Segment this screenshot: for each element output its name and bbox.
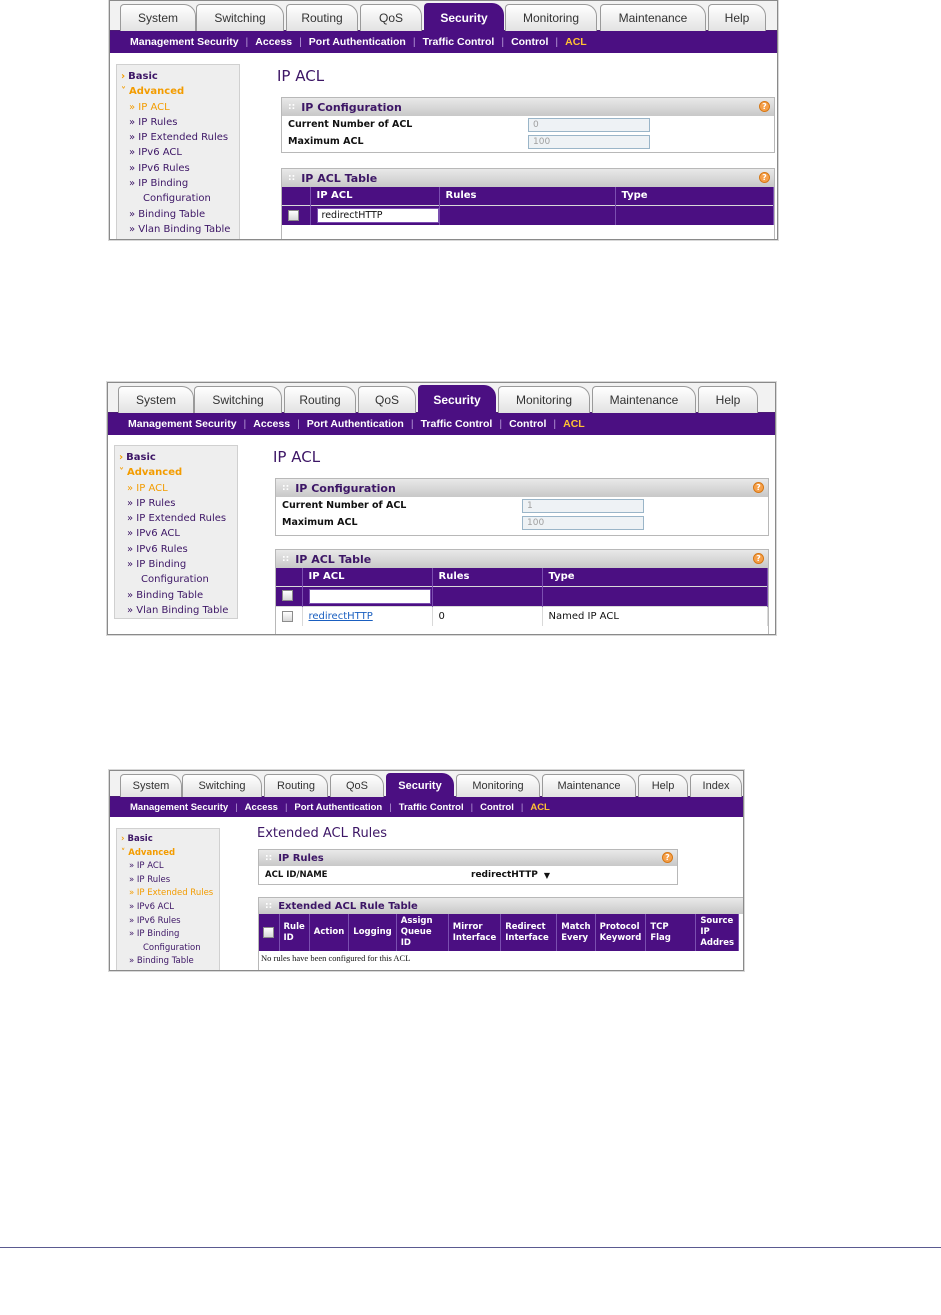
select-column-header bbox=[282, 187, 310, 205]
sidenav-advanced[interactable]: ˅ Advanced bbox=[121, 86, 185, 98]
sidenav-binding-table[interactable]: » Binding Table bbox=[129, 956, 194, 967]
help-icon[interactable]: ? bbox=[753, 553, 764, 564]
subnav-port-authentication[interactable]: Port Authentication bbox=[294, 801, 383, 813]
column-header-rules: Rules bbox=[439, 187, 615, 205]
sidenav-ip-binding[interactable]: » IP Binding bbox=[127, 559, 187, 571]
column-header-type: Type bbox=[542, 568, 768, 586]
screenshot-ip-acl-add bbox=[109, 0, 778, 240]
table-row-add bbox=[276, 586, 768, 606]
extended-acl-rule-table bbox=[259, 914, 739, 951]
page-title: IP ACL bbox=[277, 67, 325, 85]
panel-header: :: IP Configuration ? bbox=[282, 98, 774, 116]
side-navigation bbox=[114, 445, 238, 619]
subnav-access[interactable]: Access bbox=[255, 36, 293, 48]
sidenav-ipv6-acl[interactable]: » IPv6 ACL bbox=[127, 528, 180, 540]
security-subnav: Management Security | Access | Port Authentication | Traffic Control | Control | ACL bbox=[110, 31, 777, 53]
subnav-control[interactable]: Control bbox=[509, 418, 547, 430]
column-header-ip-acl: IP ACL bbox=[302, 568, 432, 586]
screenshot-extended-acl-rules bbox=[109, 770, 744, 971]
tab-routing[interactable]: Routing bbox=[286, 4, 358, 31]
side-navigation bbox=[116, 828, 220, 971]
row-checkbox[interactable] bbox=[282, 611, 293, 622]
tab-qos[interactable]: QoS bbox=[330, 774, 384, 797]
sidenav-vlan-binding-table[interactable]: » Vlan Binding Table bbox=[127, 604, 229, 616]
page-title: Extended ACL Rules bbox=[257, 826, 388, 841]
table-row-add bbox=[282, 205, 774, 225]
sidenav-ip-extended-rules[interactable]: » IP Extended Rules bbox=[127, 513, 227, 525]
max-acl-field bbox=[522, 516, 644, 530]
select-all-checkbox[interactable] bbox=[263, 927, 274, 938]
ip-acl-name-input[interactable] bbox=[317, 208, 439, 223]
tab-index[interactable]: Index bbox=[690, 774, 742, 797]
tab-switching[interactable]: Switching bbox=[196, 4, 284, 31]
subnav-control[interactable]: Control bbox=[480, 801, 514, 813]
column-header-logging: Logging bbox=[349, 914, 396, 951]
help-icon[interactable]: ? bbox=[662, 852, 673, 863]
ip-configuration-panel bbox=[275, 478, 769, 536]
tab-help[interactable]: Help bbox=[698, 386, 758, 413]
sidenav-ip-binding-configuration[interactable]: Configuration bbox=[141, 574, 209, 586]
ip-acl-name-input[interactable] bbox=[309, 589, 431, 604]
subnav-control[interactable]: Control bbox=[511, 36, 549, 48]
arrow-right-icon: › bbox=[121, 834, 125, 844]
row-checkbox[interactable] bbox=[288, 210, 299, 221]
panel-header: :: IP ACL Table ? bbox=[282, 169, 774, 187]
arrow-down-icon: ˅ bbox=[121, 86, 126, 98]
tab-monitoring[interactable]: Monitoring bbox=[456, 774, 540, 797]
acl-type-cell: Named IP ACL bbox=[542, 606, 768, 626]
sidenav-vlan-binding-table[interactable]: » Vlan Binding Table bbox=[129, 223, 231, 235]
sidenav-ipv6-rules[interactable]: » IPv6 Rules bbox=[129, 915, 181, 926]
acl-id-select[interactable]: redirectHTTP ▼ bbox=[471, 870, 551, 880]
sidenav-advanced[interactable]: ˅ Advanced bbox=[121, 847, 176, 858]
column-header-mirror-interface: Mirror Interface bbox=[448, 914, 500, 951]
tab-routing[interactable]: Routing bbox=[264, 774, 328, 797]
sidenav-ip-acl[interactable]: » IP ACL bbox=[127, 482, 168, 494]
acl-rules-cell: 0 bbox=[432, 606, 542, 626]
max-acl-field bbox=[528, 135, 650, 149]
sidenav-ip-binding-configuration[interactable]: Configuration bbox=[143, 193, 211, 205]
help-icon[interactable]: ? bbox=[759, 172, 770, 183]
ip-acl-table-panel bbox=[281, 168, 775, 240]
panel-header: :: Extended ACL Rule Table bbox=[259, 898, 744, 914]
subnav-acl[interactable]: ACL bbox=[563, 418, 585, 430]
tab-system[interactable]: System bbox=[120, 774, 182, 797]
column-header-ip-acl: IP ACL bbox=[310, 187, 439, 205]
help-icon[interactable]: ? bbox=[759, 101, 770, 112]
sidenav-basic[interactable]: › Basic bbox=[119, 452, 156, 463]
sidenav-ipv6-rules[interactable]: » IPv6 Rules bbox=[127, 543, 188, 555]
main-tabs bbox=[110, 1, 777, 31]
acl-name-link[interactable]: redirectHTTP bbox=[308, 610, 373, 622]
sidenav-ip-acl[interactable]: » IP ACL bbox=[129, 861, 164, 872]
sidenav-basic[interactable]: › Basic bbox=[121, 71, 158, 82]
column-header-action: Action bbox=[309, 914, 349, 951]
screenshot-ip-acl-result bbox=[107, 382, 776, 635]
subnav-access[interactable]: Access bbox=[244, 801, 278, 813]
page-footer-divider bbox=[0, 1247, 941, 1248]
chevron-down-icon: ▼ bbox=[543, 870, 551, 880]
column-header-match-every: Match Every bbox=[557, 914, 595, 951]
panel-header: :: IP ACL Table ? bbox=[276, 550, 768, 568]
main-tabs bbox=[110, 771, 743, 797]
column-header-tcp-flag: TCP Flag bbox=[646, 914, 696, 951]
sidenav-binding-table[interactable]: » Binding Table bbox=[129, 208, 206, 220]
column-header-rule-id: Rule ID bbox=[279, 914, 309, 951]
extended-acl-rule-table-panel bbox=[258, 897, 744, 971]
empty-table-message: No rules have been configured for this ACL bbox=[261, 953, 411, 963]
sidenav-ipv6-rules[interactable]: » IPv6 Rules bbox=[129, 162, 190, 174]
main-tabs bbox=[108, 383, 775, 413]
tab-help[interactable]: Help bbox=[638, 774, 688, 797]
sidenav-ip-extended-rules[interactable]: » IP Extended Rules bbox=[129, 888, 214, 899]
column-header-protocol-keyword: Protocol Keyword bbox=[595, 914, 646, 951]
subnav-port-authentication[interactable]: Port Authentication bbox=[306, 418, 404, 430]
subnav-management-security[interactable]: Management Security bbox=[128, 418, 237, 430]
sidenav-ipv6-acl[interactable]: » IPv6 ACL bbox=[129, 147, 182, 159]
max-acl-row: Maximum ACL 100 bbox=[282, 133, 774, 150]
tab-qos[interactable]: QoS bbox=[360, 4, 422, 31]
sidenav-ip-binding-configuration[interactable]: Configuration bbox=[143, 942, 201, 953]
tab-help[interactable]: Help bbox=[708, 4, 766, 31]
security-subnav: Management Security | Access | Port Authentication | Traffic Control | Control | ACL bbox=[110, 797, 743, 817]
help-icon[interactable]: ? bbox=[753, 482, 764, 493]
tab-system[interactable]: System bbox=[118, 386, 194, 413]
arrow-right-icon: › bbox=[121, 71, 126, 82]
tab-maintenance[interactable]: Maintenance bbox=[600, 4, 706, 31]
tab-monitoring[interactable]: Monitoring bbox=[505, 4, 597, 31]
tab-security[interactable]: Security bbox=[386, 773, 454, 798]
ip-rules-panel bbox=[258, 849, 678, 885]
subnav-management-security[interactable]: Management Security bbox=[130, 36, 239, 48]
column-header-source-ip-address: Source IP Addres bbox=[696, 914, 739, 951]
column-header-type: Type bbox=[615, 187, 774, 205]
tab-switching[interactable]: Switching bbox=[182, 774, 262, 797]
sidenav-advanced[interactable]: ˅ Advanced bbox=[119, 467, 183, 479]
ip-acl-table bbox=[282, 187, 774, 225]
side-navigation bbox=[116, 64, 240, 240]
sidenav-ip-binding[interactable]: » IP Binding bbox=[129, 178, 189, 190]
subnav-management-security[interactable]: Management Security bbox=[130, 801, 229, 813]
tab-security[interactable]: Security bbox=[418, 385, 496, 414]
ip-acl-table-panel bbox=[275, 549, 769, 635]
sidenav-binding-table[interactable]: » Binding Table bbox=[127, 589, 204, 601]
panel-header: :: IP Rules ? bbox=[259, 850, 677, 866]
current-acl-field bbox=[528, 118, 650, 132]
tab-routing[interactable]: Routing bbox=[284, 386, 356, 413]
page-title: IP ACL bbox=[273, 448, 321, 466]
acl-id-row: ACL ID/NAME redirectHTTP ▼ bbox=[265, 870, 551, 880]
sidenav-ip-binding[interactable]: » IP Binding bbox=[129, 929, 180, 940]
sidenav-ip-extended-rules[interactable]: » IP Extended Rules bbox=[129, 132, 229, 144]
arrow-down-icon: ˅ bbox=[121, 847, 126, 858]
ip-acl-table bbox=[276, 568, 768, 626]
subnav-traffic-control[interactable]: Traffic Control bbox=[398, 801, 464, 813]
table-row bbox=[276, 606, 768, 626]
tab-security[interactable]: Security bbox=[424, 3, 504, 32]
sidenav-ip-rules[interactable]: » IP Rules bbox=[127, 497, 176, 509]
tab-maintenance[interactable]: Maintenance bbox=[592, 386, 696, 413]
row-checkbox[interactable] bbox=[282, 590, 293, 601]
max-acl-row: Maximum ACL 100 bbox=[276, 514, 768, 531]
tab-qos[interactable]: QoS bbox=[358, 386, 416, 413]
tab-switching[interactable]: Switching bbox=[194, 386, 282, 413]
column-header-redirect-interface: Redirect Interface bbox=[501, 914, 557, 951]
select-column-header bbox=[259, 914, 279, 951]
ip-configuration-panel bbox=[281, 97, 775, 153]
subnav-access[interactable]: Access bbox=[253, 418, 291, 430]
tab-system[interactable]: System bbox=[120, 4, 196, 31]
arrow-right-icon: › bbox=[119, 452, 124, 463]
sidenav-basic[interactable]: › Basic bbox=[121, 834, 153, 844]
security-subnav: Management Security | Access | Port Authentication | Traffic Control | Control | ACL bbox=[108, 413, 775, 435]
select-column-header bbox=[276, 568, 302, 586]
sidenav-ip-rules[interactable]: » IP Rules bbox=[129, 116, 178, 128]
subnav-acl[interactable]: ACL bbox=[530, 801, 550, 813]
current-acl-field bbox=[522, 499, 644, 513]
tab-maintenance[interactable]: Maintenance bbox=[542, 774, 636, 797]
column-header-assign-queue-id: Assign Queue ID bbox=[396, 914, 448, 951]
subnav-traffic-control[interactable]: Traffic Control bbox=[422, 36, 495, 48]
current-acl-row: Current Number of ACL 1 bbox=[276, 497, 768, 514]
subnav-port-authentication[interactable]: Port Authentication bbox=[308, 36, 406, 48]
tab-monitoring[interactable]: Monitoring bbox=[498, 386, 590, 413]
subnav-traffic-control[interactable]: Traffic Control bbox=[420, 418, 493, 430]
subnav-acl[interactable]: ACL bbox=[565, 36, 587, 48]
sidenav-ip-acl[interactable]: » IP ACL bbox=[129, 101, 170, 113]
sidenav-ip-rules[interactable]: » IP Rules bbox=[129, 874, 171, 885]
column-header-rules: Rules bbox=[432, 568, 542, 586]
current-acl-row: Current Number of ACL 0 bbox=[282, 116, 774, 133]
sidenav-ipv6-acl[interactable]: » IPv6 ACL bbox=[129, 901, 175, 912]
arrow-down-icon: ˅ bbox=[119, 467, 124, 479]
panel-header: :: IP Configuration ? bbox=[276, 479, 768, 497]
